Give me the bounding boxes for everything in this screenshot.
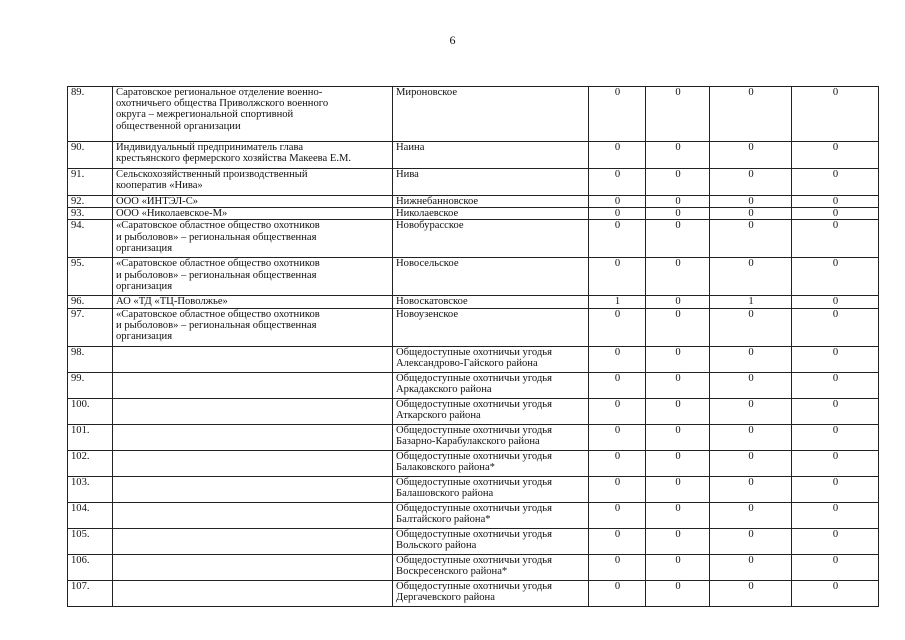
organization-cell — [113, 450, 393, 476]
table-row — [68, 308, 879, 346]
organization-line: общественной организации — [116, 120, 241, 132]
hunting-ground-line: Николаевское — [396, 208, 459, 220]
value-cell-4: 0 — [792, 142, 879, 169]
value-cell-1: 0 — [589, 398, 646, 424]
hunting-ground-cell — [393, 424, 589, 450]
hunting-ground-line: Александрово-Гайского района — [396, 357, 538, 369]
organization-line: «Саратовское областное общество охотников — [116, 220, 320, 232]
organization-line: и рыболовов» – региональная общественная — [116, 231, 317, 243]
hunting-ground-cell — [393, 142, 589, 169]
hunting-ground-line: Базарно-Карабулакского района — [396, 435, 540, 447]
table-row — [68, 220, 879, 258]
value-cell-1: 0 — [589, 87, 646, 142]
organization-cell — [113, 87, 393, 142]
value-cell-2: 0 — [646, 580, 710, 606]
organization-line: Сельскохозяйственный производственный — [116, 169, 308, 180]
value-cell-1: 0 — [589, 554, 646, 580]
hunting-ground-line: Общедоступные охотничьи угодья — [396, 346, 552, 358]
value-cell-3: 0 — [710, 346, 792, 372]
hunting-ground-line: Общедоступные охотничьи угодья — [396, 580, 552, 592]
row-number: 103. — [68, 476, 113, 502]
value-cell-1: 0 — [589, 220, 646, 258]
row-number: 104. — [68, 502, 113, 528]
row-number: 91. — [68, 169, 113, 196]
hunting-ground-cell — [393, 372, 589, 398]
value-cell-2: 0 — [646, 169, 710, 196]
hunting-ground-line: Общедоступные охотничьи угодья — [396, 398, 552, 410]
hunting-ground-line: Общедоступные охотничьи угодья — [396, 372, 552, 384]
value-cell-3: 0 — [710, 502, 792, 528]
table-row — [68, 208, 879, 220]
value-cell-2: 0 — [646, 308, 710, 346]
value-cell-3: 0 — [710, 87, 792, 142]
row-number: 90. — [68, 142, 113, 169]
table-row — [68, 554, 879, 580]
hunting-ground-line: Наина — [396, 142, 425, 153]
value-cell-3: 0 — [710, 196, 792, 208]
hunting-ground-cell — [393, 308, 589, 346]
hunting-ground-line: Общедоступные охотничьи угодья — [396, 528, 552, 540]
value-cell-4: 0 — [792, 258, 879, 296]
table-row — [68, 196, 879, 208]
hunting-ground-cell — [393, 87, 589, 142]
hunting-ground-line: Нижнебанновское — [396, 196, 479, 207]
value-cell-4: 0 — [792, 580, 879, 606]
organization-cell — [113, 142, 393, 169]
value-cell-4: 0 — [792, 87, 879, 142]
organization-line: и рыболовов» – региональная общественная — [116, 269, 317, 281]
value-cell-4: 0 — [792, 346, 879, 372]
value-cell-1: 0 — [589, 169, 646, 196]
row-number: 107. — [68, 580, 113, 606]
hunting-ground-cell — [393, 398, 589, 424]
value-cell-3: 0 — [710, 398, 792, 424]
value-cell-1: 0 — [589, 476, 646, 502]
table-row — [68, 528, 879, 554]
value-cell-1: 0 — [589, 372, 646, 398]
table-row — [68, 424, 879, 450]
hunting-ground-line: Общедоступные охотничьи угодья — [396, 476, 552, 488]
organization-cell — [113, 208, 393, 220]
value-cell-4: 0 — [792, 424, 879, 450]
value-cell-4: 0 — [792, 554, 879, 580]
value-cell-1: 0 — [589, 528, 646, 554]
value-cell-4: 0 — [792, 372, 879, 398]
hunting-ground-line: Общедоступные охотничьи угодья — [396, 424, 552, 436]
value-cell-3: 0 — [710, 554, 792, 580]
hunting-ground-line: Мироновское — [396, 87, 458, 98]
row-number: 93. — [68, 208, 113, 220]
row-number: 99. — [68, 372, 113, 398]
table-row — [68, 296, 879, 308]
hunting-ground-line: Балтайского района* — [396, 513, 491, 525]
organization-line: АО «ТД «ТЦ-Поволжье» — [116, 296, 228, 308]
value-cell-2: 0 — [646, 296, 710, 308]
table-row — [68, 87, 879, 142]
organization-line: Индивидуальный предприниматель глава — [116, 142, 304, 153]
hunting-ground-cell — [393, 502, 589, 528]
organization-cell — [113, 398, 393, 424]
hunting-ground-line: Воскресенского района* — [396, 565, 508, 577]
value-cell-4: 0 — [792, 528, 879, 554]
table-row — [68, 142, 879, 169]
value-cell-2: 0 — [646, 372, 710, 398]
row-number: 94. — [68, 220, 113, 258]
organization-cell — [113, 476, 393, 502]
value-cell-4: 0 — [792, 450, 879, 476]
value-cell-3: 0 — [710, 476, 792, 502]
value-cell-3: 0 — [710, 142, 792, 169]
organization-line: «Саратовское областное общество охотников — [116, 258, 320, 270]
hunting-ground-cell — [393, 220, 589, 258]
value-cell-2: 0 — [646, 220, 710, 258]
row-number: 100. — [68, 398, 113, 424]
value-cell-4: 0 — [792, 308, 879, 346]
organization-cell — [113, 372, 393, 398]
organization-cell — [113, 308, 393, 346]
hunting-ground-line: Общедоступные охотничьи угодья — [396, 502, 552, 514]
organization-line: «Саратовское областное общество охотников — [116, 308, 320, 320]
hunting-ground-cell — [393, 476, 589, 502]
table-row — [68, 346, 879, 372]
organization-line: и рыболовов» – региональная общественная — [116, 319, 317, 331]
value-cell-1: 0 — [589, 208, 646, 220]
hunting-ground-line: Новоузенское — [396, 308, 459, 320]
row-number: 89. — [68, 87, 113, 142]
organization-cell — [113, 424, 393, 450]
organization-line: ООО «Николаевское-М» — [116, 208, 228, 220]
organization-cell — [113, 580, 393, 606]
hunting-ground-line: Вольского района — [396, 539, 477, 551]
value-cell-3: 0 — [710, 580, 792, 606]
value-cell-1: 1 — [589, 296, 646, 308]
organization-line: кооператив «Нива» — [116, 180, 203, 192]
organization-line: Саратовское региональное отделение военно- — [116, 87, 323, 98]
table-row — [68, 580, 879, 606]
value-cell-2: 0 — [646, 554, 710, 580]
hunting-ground-cell — [393, 258, 589, 296]
value-cell-3: 0 — [710, 208, 792, 220]
value-cell-2: 0 — [646, 528, 710, 554]
value-cell-3: 0 — [710, 220, 792, 258]
value-cell-1: 0 — [589, 196, 646, 208]
value-cell-3: 0 — [710, 424, 792, 450]
organization-cell — [113, 169, 393, 196]
value-cell-4: 0 — [792, 398, 879, 424]
organization-cell — [113, 258, 393, 296]
value-cell-1: 0 — [589, 450, 646, 476]
value-cell-1: 0 — [589, 308, 646, 346]
table-row — [68, 258, 879, 296]
row-number: 98. — [68, 346, 113, 372]
row-number: 106. — [68, 554, 113, 580]
organization-line: ООО «ИНТЭЛ-С» — [116, 196, 199, 207]
value-cell-3: 0 — [710, 169, 792, 196]
table-row — [68, 476, 879, 502]
organization-line: округа – межрегиональной спортивной — [116, 109, 294, 121]
hunting-ground-line: Новобурасское — [396, 220, 464, 232]
hunting-ground-cell — [393, 528, 589, 554]
hunting-ground-cell — [393, 554, 589, 580]
row-number: 102. — [68, 450, 113, 476]
organization-cell — [113, 220, 393, 258]
value-cell-1: 0 — [589, 580, 646, 606]
value-cell-1: 0 — [589, 258, 646, 296]
row-number: 95. — [68, 258, 113, 296]
value-cell-3: 0 — [710, 308, 792, 346]
hunting-ground-cell — [393, 208, 589, 220]
hunting-ground-cell — [393, 580, 589, 606]
hunting-ground-cell — [393, 346, 589, 372]
value-cell-2: 0 — [646, 502, 710, 528]
value-cell-1: 0 — [589, 346, 646, 372]
value-cell-3: 0 — [710, 528, 792, 554]
table-row — [68, 169, 879, 196]
page-number: 6 — [449, 33, 456, 47]
hunting-ground-line: Балаковского района* — [396, 461, 495, 473]
value-cell-2: 0 — [646, 398, 710, 424]
hunting-ground-line: Новоскатовское — [396, 296, 468, 308]
value-cell-4: 0 — [792, 196, 879, 208]
hunting-ground-cell — [393, 196, 589, 208]
value-cell-2: 0 — [646, 424, 710, 450]
organization-line: крестьянского фермерского хозяйства Макеева Е.М. — [116, 153, 352, 165]
organization-cell — [113, 346, 393, 372]
hunting-ground-cell — [393, 450, 589, 476]
hunting-ground-line: Общедоступные охотничьи угодья — [396, 450, 552, 462]
hunting-ground-line: Аркадакского района — [396, 383, 492, 395]
row-number: 105. — [68, 528, 113, 554]
value-cell-2: 0 — [646, 142, 710, 169]
hunting-ground-line: Новосельское — [396, 258, 459, 270]
value-cell-4: 0 — [792, 296, 879, 308]
value-cell-1: 0 — [589, 502, 646, 528]
organization-line: охотничьего общества Приволжского военного — [116, 98, 329, 110]
table-row — [68, 372, 879, 398]
organization-line: организация — [116, 280, 173, 292]
value-cell-2: 0 — [646, 196, 710, 208]
table-row — [68, 450, 879, 476]
row-number: 101. — [68, 424, 113, 450]
value-cell-4: 0 — [792, 476, 879, 502]
organization-cell — [113, 528, 393, 554]
value-cell-3: 1 — [710, 296, 792, 308]
organization-cell — [113, 296, 393, 308]
value-cell-3: 0 — [710, 258, 792, 296]
row-number: 96. — [68, 296, 113, 308]
table-row — [68, 502, 879, 528]
hunting-ground-cell — [393, 296, 589, 308]
organization-line: организация — [116, 331, 173, 343]
value-cell-2: 0 — [646, 208, 710, 220]
hunting-ground-line: Нива — [396, 169, 419, 180]
hunting-ground-line: Общедоступные охотничьи угодья — [396, 554, 552, 566]
table-row — [68, 398, 879, 424]
organization-cell — [113, 196, 393, 208]
organization-cell — [113, 554, 393, 580]
row-number: 92. — [68, 196, 113, 208]
hunting-grounds-table — [67, 86, 879, 607]
hunting-ground-line: Дергачевского района — [396, 591, 495, 603]
value-cell-4: 0 — [792, 169, 879, 196]
organization-cell — [113, 502, 393, 528]
value-cell-2: 0 — [646, 476, 710, 502]
value-cell-2: 0 — [646, 346, 710, 372]
value-cell-4: 0 — [792, 208, 879, 220]
value-cell-4: 0 — [792, 502, 879, 528]
row-number: 97. — [68, 308, 113, 346]
value-cell-1: 0 — [589, 142, 646, 169]
value-cell-4: 0 — [792, 220, 879, 258]
value-cell-2: 0 — [646, 87, 710, 142]
value-cell-1: 0 — [589, 424, 646, 450]
value-cell-3: 0 — [710, 372, 792, 398]
value-cell-3: 0 — [710, 450, 792, 476]
hunting-ground-line: Балашовского района — [396, 487, 494, 499]
hunting-ground-line: Аткарского района — [396, 409, 481, 421]
value-cell-2: 0 — [646, 450, 710, 476]
value-cell-2: 0 — [646, 258, 710, 296]
hunting-ground-cell — [393, 169, 589, 196]
organization-line: организация — [116, 242, 173, 254]
